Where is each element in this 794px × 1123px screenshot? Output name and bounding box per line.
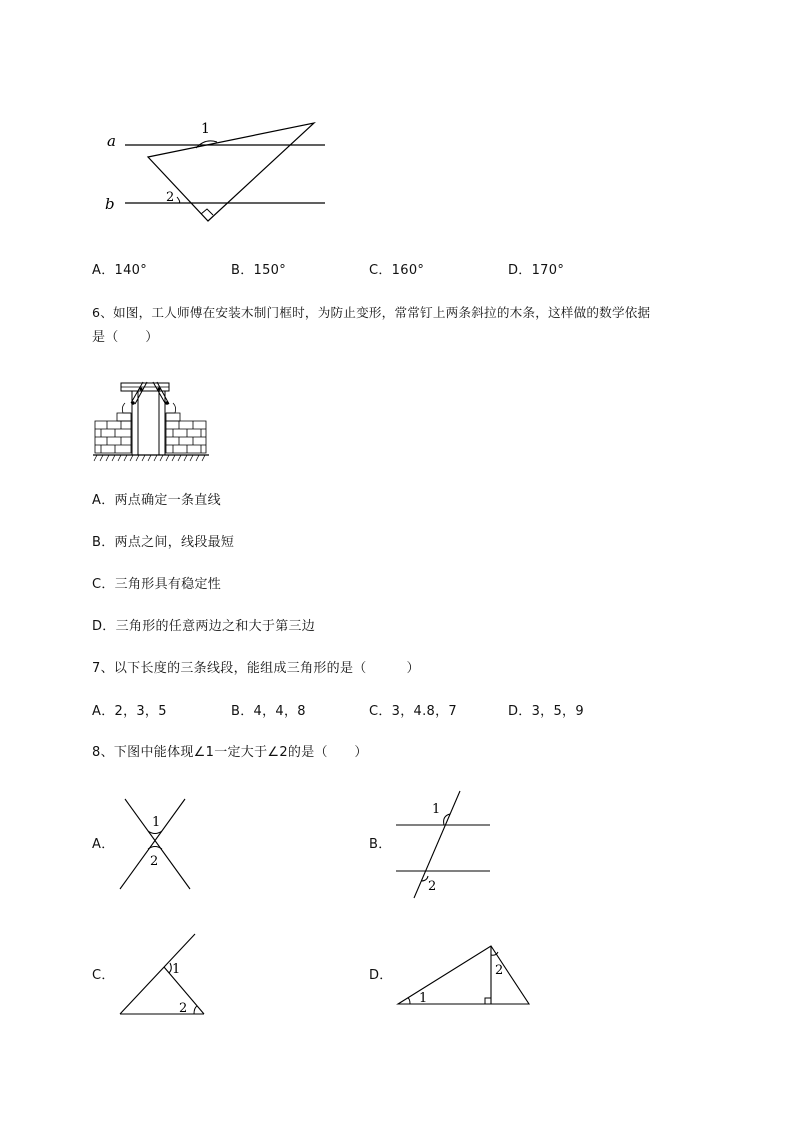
left-brick-wall <box>95 403 131 453</box>
label-angle-2: 2 <box>495 963 504 978</box>
q6-option-a[interactable]: A．两点确定一条直线 <box>92 493 221 508</box>
q6-option-b[interactable]: B．两点之间，线段最短 <box>92 535 235 550</box>
label-b: b <box>105 195 115 213</box>
q6-option-c[interactable]: C．三角形具有稳定性 <box>92 577 222 592</box>
q7-stem: 7、以下长度的三条线段，能组成三角形的是（ ） <box>92 661 420 676</box>
angle-1-arc <box>408 998 410 1004</box>
q8-option-d-figure[interactable] <box>394 940 534 1010</box>
label-a: a <box>107 132 116 150</box>
ground-hatching <box>94 455 205 461</box>
label-angle-2: 2 <box>166 190 175 205</box>
q6-option-d[interactable]: D．三角形的任意两边之和大于第三边 <box>92 619 316 634</box>
q6-door-frame-figure <box>93 377 213 465</box>
q5-option-a[interactable]: A．140° <box>92 263 148 278</box>
angle-2-arc <box>177 197 180 203</box>
right-angle-mark <box>201 209 213 215</box>
label-angle-1: 1 <box>432 802 441 817</box>
q8-option-c-label[interactable]: C． <box>92 968 115 983</box>
q5-figure <box>95 110 335 230</box>
label-angle-1: 1 <box>172 962 181 977</box>
right-angle-mark <box>485 998 491 1004</box>
q8-option-a-label[interactable]: A． <box>92 837 115 852</box>
left-brace <box>131 382 147 404</box>
q5-option-c[interactable]: C．160° <box>369 263 425 278</box>
q6-stem-line2: 是（ ） <box>92 330 159 345</box>
angle-1-arc <box>169 963 171 973</box>
q7-option-d[interactable]: D．3，5，9 <box>508 704 584 719</box>
q8-option-c-figure[interactable] <box>115 930 210 1020</box>
q8-option-d-label[interactable]: D． <box>369 968 393 983</box>
label-angle-1: 1 <box>152 815 161 830</box>
q7-option-a[interactable]: A．2，3，5 <box>92 704 167 719</box>
label-angle-2: 2 <box>428 879 437 894</box>
q8-option-a-figure[interactable] <box>115 795 195 895</box>
label-angle-1: 1 <box>419 991 428 1006</box>
q5-option-d[interactable]: D．170° <box>508 263 565 278</box>
right-brace <box>153 382 169 404</box>
q8-option-b-label[interactable]: B． <box>369 837 392 852</box>
label-angle-1: 1 <box>201 121 210 137</box>
q7-option-c[interactable]: C．3，4.8，7 <box>369 704 457 719</box>
triangle <box>148 123 314 221</box>
label-angle-2: 2 <box>150 854 159 869</box>
q6-stem-line1: 6、如图，工人师傅在安装木制门框时，为防止变形，常常钉上两条斜拉的木条，这样做的数学依据 <box>92 305 651 320</box>
angle-2-arc <box>194 1006 197 1014</box>
q5-option-b[interactable]: B．150° <box>231 263 287 278</box>
q7-option-b[interactable]: B．4，4，8 <box>231 704 306 719</box>
right-brick-wall <box>166 403 206 453</box>
label-angle-2: 2 <box>179 1001 188 1016</box>
q8-option-b-figure[interactable] <box>394 788 494 902</box>
q8-stem: 8、下图中能体现∠1一定大于∠2的是（ ） <box>92 745 368 760</box>
